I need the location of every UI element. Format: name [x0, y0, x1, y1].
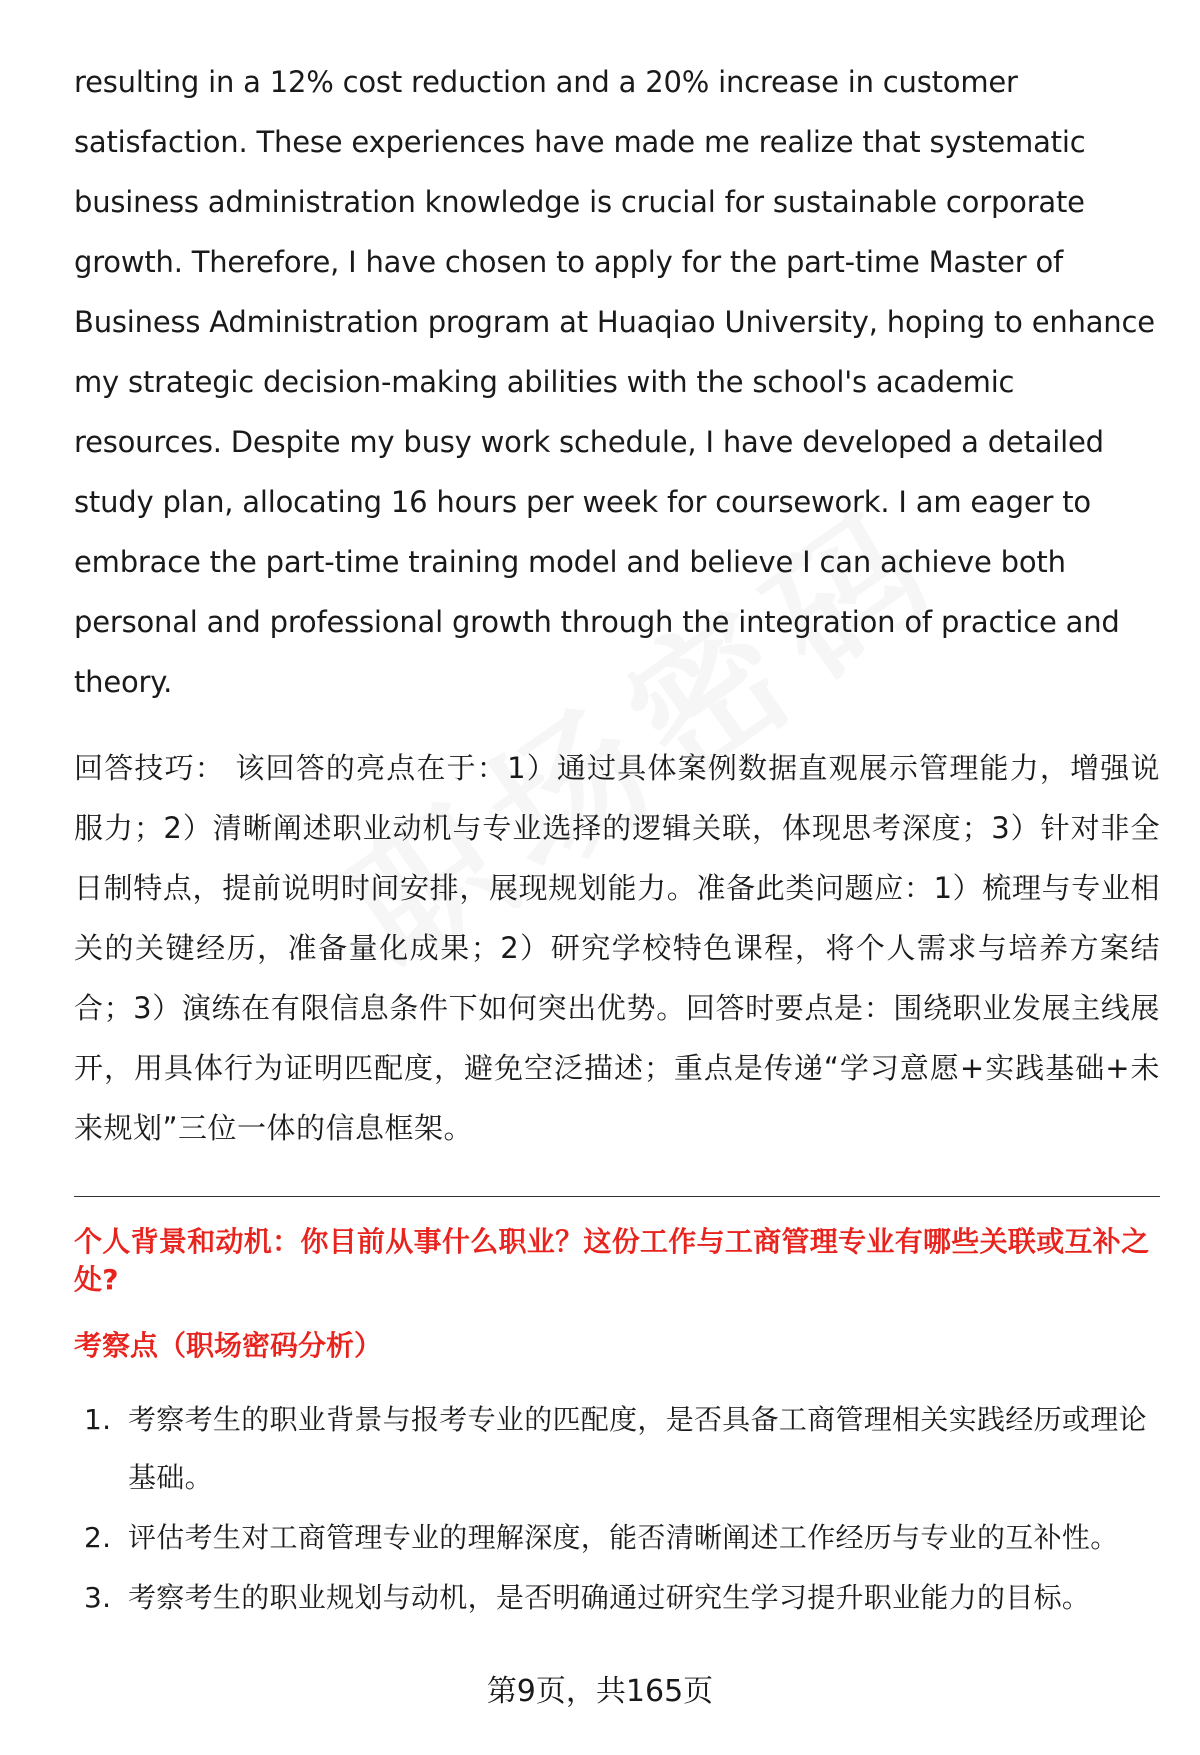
list-item: [74, 1509, 1160, 1567]
list-item: [74, 1391, 1160, 1507]
answer-continuation-paragraph: resulting in a 12% cost reduction and a 20% increase in customer satisfaction. These experiences have made me realize that systematic business administration knowledge is crucial for sustainable corporate growth. Therefore, I have chosen to apply for the part-time Master of Business Administration program at Huaqiao University, hoping to enhance my strategic decision-making abilities with the school's academic resources. Despite my busy work schedule, I have developed a detailed study plan, allocating 16 hours per week for coursework. I am eager to embrace the part-time training model and believe I can achieve both personal and professional growth through the integration of practice and theory.: [74, 65, 1155, 699]
assessment-points-title: 考察点（职场密码分析）: [74, 1329, 383, 1362]
list-item-text: 考察考生的职业规划与动机，是否明确通过研究生学习提升职业能力的目标。: [128, 1581, 1091, 1614]
page-number-footer: 第9页，共165页: [486, 1674, 714, 1709]
section-divider: [74, 1196, 1160, 1197]
document-page: [74, 52, 1160, 1629]
assessment-points-list: [74, 1391, 1160, 1627]
list-item-text: 评估考生对工商管理专业的理解深度，能否清晰阐述工作经历与专业的互补性。: [128, 1521, 1119, 1554]
question-heading: 个人背景和动机：你目前从事什么职业？这份工作与工商管理专业有哪些关联或互补之处?: [74, 1225, 1150, 1296]
answer-tips-paragraph: 回答技巧： 该回答的亮点在于：1）通过具体案例数据直观展示管理能力，增强说服力；2）清晰阐述职业动机与专业选择的逻辑关联，体现思考深度；3）针对非全日制特点，提前说明时间安排，展现规划能力。准备此类问题应：1）梳理与专业相关的关键经历，准备量化成果；2）研究学校特色课程，将个人需求与培养方案结合；3）演练在有限信息条件下如何突出优势。回答时要点是：围绕职业发展主线展开，用具体行为证明匹配度，避免空泛描述；重点是传递“学习意愿+实践基础+未来规划”三位一体的信息框架。: [74, 751, 1160, 1145]
list-item-number: 3.: [84, 1581, 112, 1614]
list-item-text: 考察考生的职业背景与报考专业的匹配度，是否具备工商管理相关实践经历或理论基础。: [128, 1403, 1147, 1494]
list-item-number: 1.: [84, 1403, 112, 1436]
list-item-number: 2.: [84, 1521, 112, 1554]
list-item: [74, 1569, 1160, 1627]
